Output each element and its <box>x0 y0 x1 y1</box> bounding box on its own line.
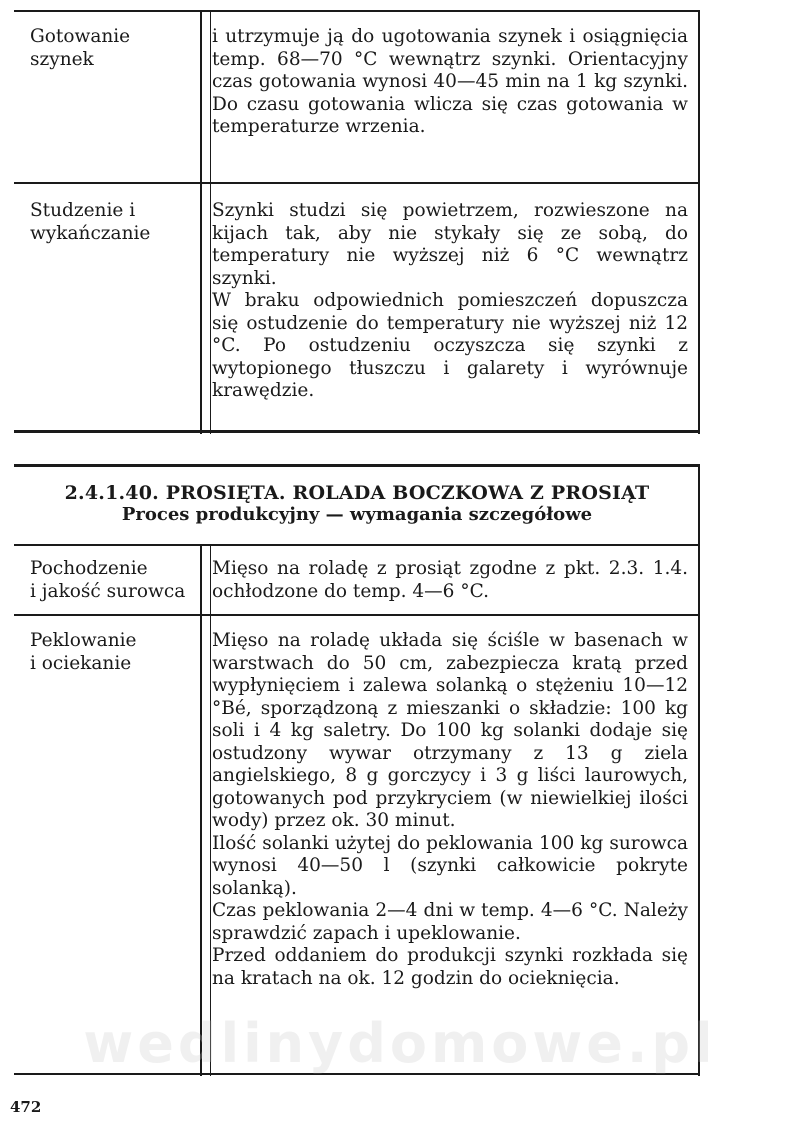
page-number: 472 <box>10 1098 42 1116</box>
column-divider-inner <box>210 10 211 434</box>
table-right-border <box>698 464 700 1076</box>
column-divider <box>200 544 202 1076</box>
rolada-process-table <box>14 464 700 1076</box>
paragraph: Szynki studzi się powietrzem, rozwieszone na kijach tak, aby nie stykały się ze sobą, do temperatury nie wyższej niż 6 °C wewnątrz szynki. <box>212 200 688 289</box>
table-top-rule <box>14 10 700 12</box>
row-label-cooking: Gotowanie szynek <box>30 26 131 70</box>
table-right-border <box>698 10 700 434</box>
row-separator <box>14 182 700 184</box>
section-subtitle: Proces produkcyjny — wymagania szczegółowe <box>121 504 593 525</box>
table-bottom-rule <box>14 1073 700 1075</box>
header-separator <box>14 544 700 546</box>
paragraph: Mięso na roladę z prosiąt zgodne z pkt. 2.3. 1.4. ochłodzone do temp. 4—6 °C. <box>212 558 688 602</box>
column-divider-inner <box>210 544 211 1076</box>
paragraph: Mięso na roladę układa się ściśle w basenach w warstwach do 50 cm, zabezpiecza kratą przed wypłynięciem i zalewa solanką o stężeniu 10—12 °Bé, sporządzoną z mieszanki o składzie: 100 kg soli i 4 kg saletry. Do 100 kg solanki dodaje się ostudzony wywar otrzymany z 13 g ziela angielskiego, 8 g gorczycy i 3 g liści laurowych, gotowanych pod przykryciem (w niewielkiej ilości wody) przez ok. 30 minut. <box>212 630 688 831</box>
table-top-rule <box>14 464 700 467</box>
row-content-origin <box>212 558 688 603</box>
section-title: 2.4.1.40. PROSIĘTA. ROLADA BOCZKOWA Z PROSIĄT <box>64 482 650 504</box>
watermark: wedlinydomowe.pl <box>83 1012 717 1075</box>
row-label-curing: Peklowanie i ociekanie <box>30 630 137 674</box>
row-label-origin: Pochodzenie i jakość surowca <box>30 558 186 602</box>
row-content-curing <box>212 630 688 990</box>
table-bottom-rule <box>14 430 700 433</box>
row-label-cooling: Studzenie i wykańczanie <box>30 200 151 244</box>
row-content-cooling <box>212 200 688 403</box>
paragraph: i utrzymuje ją do ugotowania szynek i osiągnięcia temp. 68—70 °C wewnątrz szynki. Orientacyjny czas gotowania wynosi 40—45 min na 1 kg szynki. Do czasu gotowania wlicza się czas gotowania w temperaturze wrzenia. <box>212 26 688 137</box>
column-divider <box>200 10 202 434</box>
paragraph: Czas peklowania 2—4 dni w temp. 4—6 °C. Należy sprawdzić zapach i upeklowanie. <box>212 900 688 944</box>
row-content-cooking <box>212 26 688 139</box>
paragraph: Przed oddaniem do produkcji szynki rozkłada się na kratach na ok. 12 godzin do ocieknięcia. <box>212 945 688 989</box>
paragraph: Ilość solanki użytej do peklowania 100 kg surowca wynosi 40—50 l (szynki całkowicie pokryte solanką). <box>212 832 688 899</box>
paragraph: W braku odpowiednich pomieszczeń dopuszcza się ostudzenie do temperatury nie wyższej niż 12 °C. Po ostudzeniu oczyszcza się szynki z wytopionego tłuszczu i galarety i wyrównuje krawędzie. <box>212 290 688 401</box>
row-separator <box>14 614 700 616</box>
ham-process-table <box>14 10 700 434</box>
